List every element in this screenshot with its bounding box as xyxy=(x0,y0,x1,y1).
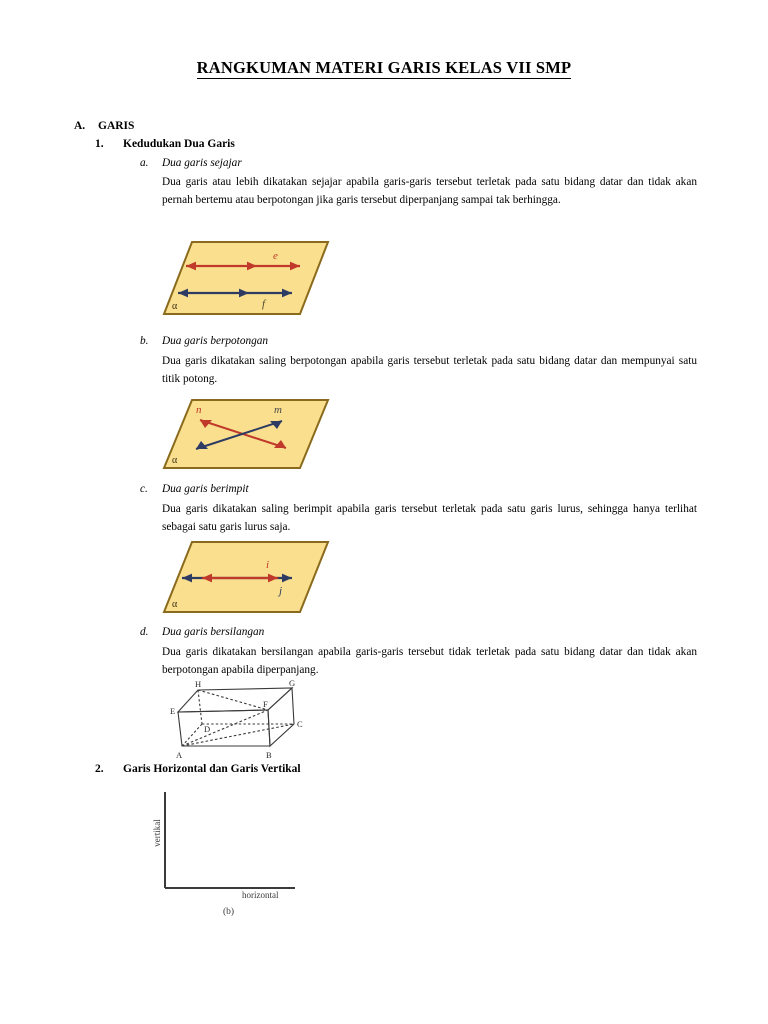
page-title-text: RANGKUMAN MATERI GARIS KELAS VII SMP xyxy=(196,58,572,77)
cuboid-vertex-A: A xyxy=(176,750,183,760)
section-a-label: GARIS xyxy=(98,120,135,132)
subsection-b-marker: b. xyxy=(140,335,149,347)
line-label-m: m xyxy=(274,404,282,416)
cuboid-vertex-C: C xyxy=(297,719,303,729)
subsection-d-marker: d. xyxy=(140,626,149,638)
line-label-n: n xyxy=(196,404,202,416)
line-label-f: f xyxy=(262,298,266,310)
subsection-c-label: Dua garis berimpit xyxy=(162,483,249,495)
line-label-j: j xyxy=(279,585,283,597)
line-label-i: i xyxy=(266,559,270,571)
plane-label-alpha: α xyxy=(172,455,178,466)
figure-caption-b: (b) xyxy=(223,907,235,917)
subheading-1-marker: 1. xyxy=(95,138,104,150)
line-label-e: e xyxy=(273,250,278,262)
subsection-c-title xyxy=(140,483,700,495)
subsection-d-body: Dua garis dikatakan bersilangan apabila garis-garis tersebut tidak terletak pada satu bidang datar dan tidak akan berpotongan apabila diperpanjang. xyxy=(162,646,697,677)
subheading-1 xyxy=(95,138,235,150)
cuboid-diagonals xyxy=(182,690,294,746)
subsection-a-title xyxy=(140,157,700,169)
subsection-d-title xyxy=(140,626,700,638)
cuboid-vertex-E: E xyxy=(170,706,176,716)
axis-label-vertikal: vertikal xyxy=(152,819,162,847)
subsection-b-body: Dua garis dikatakan saling berpotongan apabila garis tersebut terletak pada satu bidang datar dan mempunyai satu titik potong. xyxy=(162,355,697,386)
figure-coincident-lines xyxy=(160,538,335,618)
cuboid-vertex-G: G xyxy=(289,678,296,688)
subheading-2 xyxy=(95,763,301,775)
figure-parallel-lines xyxy=(160,238,335,320)
plane-parallelogram xyxy=(164,242,328,314)
section-heading-a xyxy=(74,120,134,132)
subsection-b-label: Dua garis berpotongan xyxy=(162,335,269,347)
subsection-d-label: Dua garis bersilangan xyxy=(162,626,265,638)
cuboid-hidden-edges xyxy=(182,690,294,746)
figure-intersecting-lines xyxy=(160,396,335,474)
page-title xyxy=(0,58,768,78)
figure-cuboid-skew-lines xyxy=(170,676,310,772)
section-a-marker: A. xyxy=(74,120,86,132)
subsection-b-title xyxy=(140,335,700,347)
subheading-2-marker: 2. xyxy=(95,763,104,775)
subsection-a-label: Dua garis sejajar xyxy=(162,157,242,169)
cuboid-vertex-F: F xyxy=(263,699,268,709)
cuboid-vertex-H: H xyxy=(195,679,202,689)
subsection-c-body: Dua garis dikatakan saling berimpit apabila garis tersebut terletak pada satu garis lurus, sehingga hanya terlihat sebagai satu garis lurus saja. xyxy=(162,503,697,534)
figure-axes xyxy=(130,788,350,918)
axis-label-horizontal: horizontal xyxy=(242,890,279,900)
subheading-1-label: Kedudukan Dua Garis xyxy=(123,138,235,150)
cuboid-vertex-D: D xyxy=(204,724,211,734)
cuboid-vertex-B: B xyxy=(266,750,272,760)
plane-label-alpha: α xyxy=(172,599,178,610)
subheading-2-label: Garis Horizontal dan Garis Vertikal xyxy=(123,763,301,775)
subsection-c-marker: c. xyxy=(140,483,148,495)
plane-label-alpha: α xyxy=(172,301,178,312)
subsection-a-body: Dua garis atau lebih dikatakan sejajar apabila garis-garis tersebut terletak pada satu bidang datar dan tidak akan pernah bertemu atau berpotongan jika garis tersebut diperpanjang sampai tak berhingga. xyxy=(162,176,697,207)
cuboid-right-face xyxy=(268,688,294,746)
cuboid-top-face xyxy=(178,688,292,712)
subsection-a-marker: a. xyxy=(140,157,149,169)
